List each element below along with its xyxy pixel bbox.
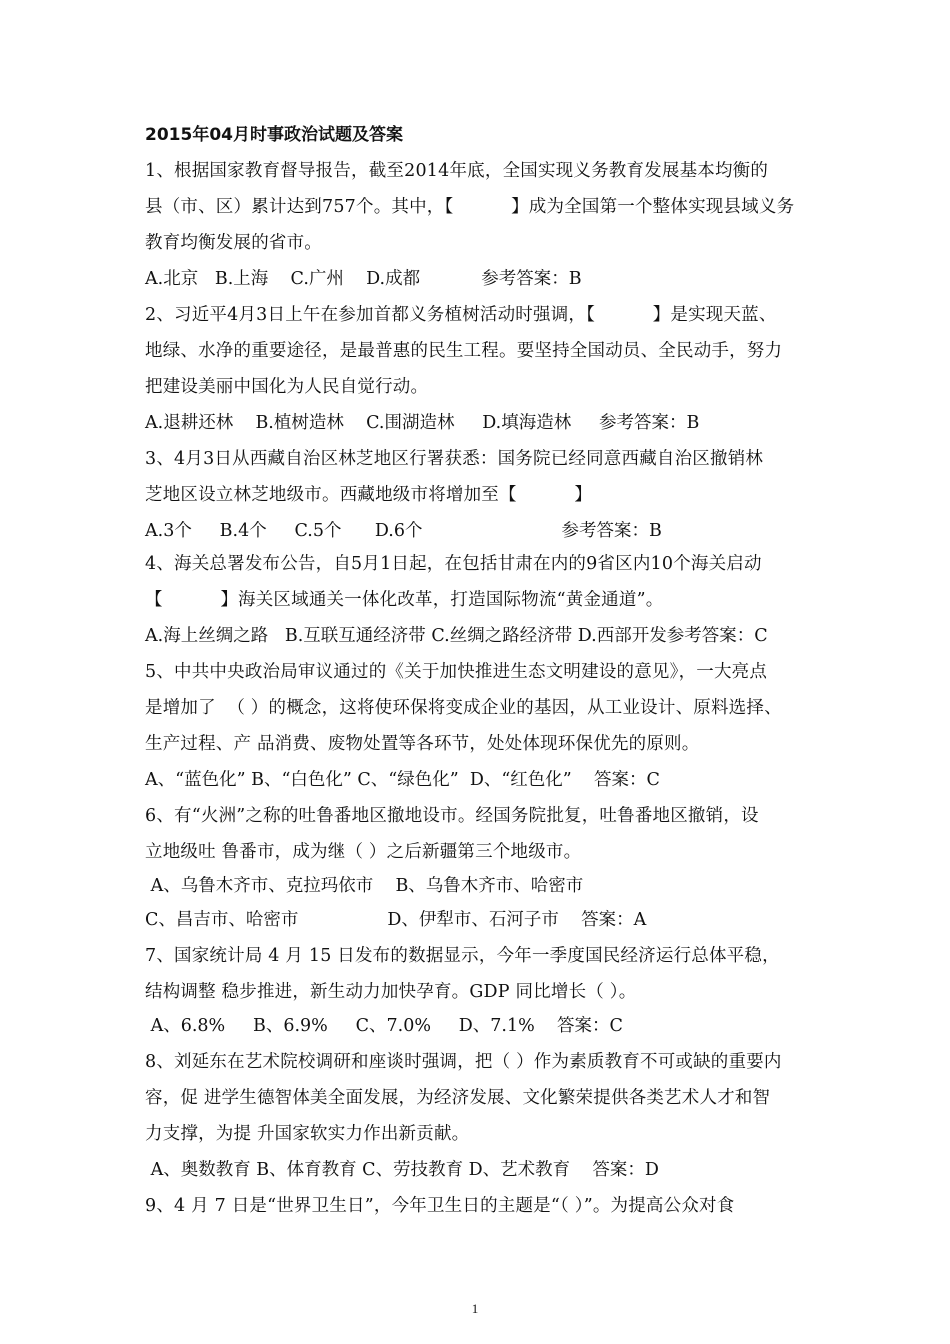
question-1-options: A.北京 B.上海 C.广州 D.成都 参考答案：B <box>145 269 582 289</box>
question-1-text: 教育均衡发展的省市。 <box>145 233 322 253</box>
question-4-text: 4、海关总署发布公告，自5月1日起，在包括甘肃在内的9省区内10个海关启动 <box>145 554 762 574</box>
question-8-text: 容，促 进学生德智体美全面发展，为经济发展、文化繁荣提供各类艺术人才和智 <box>145 1088 771 1108</box>
question-8-text: 8、刘延东在艺术院校调研和座谈时强调，把（ ）作为素质教育不可或缺的重要内 <box>145 1052 782 1072</box>
question-6-options: C、昌吉市、哈密市 D、伊犁市、石河子市 答案：A <box>145 910 647 930</box>
question-2-text: 地绿、水净的重要途径，是最普惠的民生工程。要坚持全国动员、全民动手，努力 <box>145 341 783 361</box>
page-number: 1 <box>471 1301 479 1316</box>
question-8-options: A、奥数教育 B、体育教育 C、劳技教育 D、艺术教育 答案：D <box>145 1160 659 1180</box>
question-6-text: 立地级吐 鲁番市，成为继（ ）之后新疆第三个地级市。 <box>145 842 582 862</box>
question-4-text: 【 】海关区域通关一体化改革，打造国际物流“黄金通道”。 <box>145 590 664 610</box>
question-3-text: 芝地区设立林芝地级市。西藏地级市将增加至【 】 <box>145 485 593 505</box>
question-6-text: 6、有“火洲”之称的吐鲁番地区撤地设市。经国务院批复，吐鲁番地区撤销，设 <box>145 806 759 826</box>
question-1-text: 县（市、区）累计达到757个。其中，【 】成为全国第一个整体实现县域义务 <box>145 197 795 217</box>
question-8-text: 力支撑，为提 升国家软实力作出新贡献。 <box>145 1124 470 1144</box>
question-2-text: 把建设美丽中国化为人民自觉行动。 <box>145 377 429 397</box>
question-6-options: A、乌鲁木齐市、克拉玛依市 B、乌鲁木齐市、哈密市 <box>145 876 584 896</box>
question-7-text: 7、国家统计局 4 月 15 日发布的数据显示，今年一季度国民经济运行总体平稳， <box>145 946 780 966</box>
question-9-text: 9、4 月 7 日是“世界卫生日”，今年卫生日的主题是“（ ）”。为提高公众对食 <box>145 1196 735 1216</box>
question-4-options: A.海上丝绸之路 B.互联互通经济带 C.丝绸之路经济带 D.西部开发参考答案：C <box>145 626 768 646</box>
question-2-text: 2、习近平4月3日上午在参加首都义务植树活动时强调，【 】是实现天蓝、 <box>145 305 777 325</box>
question-5-options: A、“蓝色化” B、“白色化” C、“绿色化” D、“红色化” 答案：C <box>145 770 660 790</box>
question-5-text: 5、中共中央政治局审议通过的《关于加快推进生态文明建设的意见》，一大亮点 <box>145 662 768 682</box>
question-3-text: 3、4月3日从西藏自治区林芝地区行署获悉：国务院已经同意西藏自治区撤销林 <box>145 449 764 469</box>
question-5-text: 生产过程、产 品消费、废物处置等各环节，处处体现环保优先的原则。 <box>145 734 700 754</box>
question-7-text: 结构调整 稳步推进，新生动力加快孕育。GDP 同比增长（ ）。 <box>145 982 637 1002</box>
question-3-options: A.3个 B.4个 C.5个 D.6个 参考答案：B <box>145 521 662 541</box>
question-7-options: A、6.8% B、6.9% C、7.0% D、7.1% 答案：C <box>145 1016 623 1036</box>
question-2-options: A.退耕还林 B.植树造林 C.围湖造林 D.填海造林 参考答案：B <box>145 413 700 433</box>
document-title: 2015年04月时事政治试题及答案 <box>145 125 403 145</box>
question-1-text: 1、根据国家教育督导报告，截至2014年底，全国实现义务教育发展基本均衡的 <box>145 161 769 181</box>
question-5-text: 是增加了 （ ）的概念，这将使环保将变成企业的基因，从工业设计、原料选择、 <box>145 698 782 718</box>
